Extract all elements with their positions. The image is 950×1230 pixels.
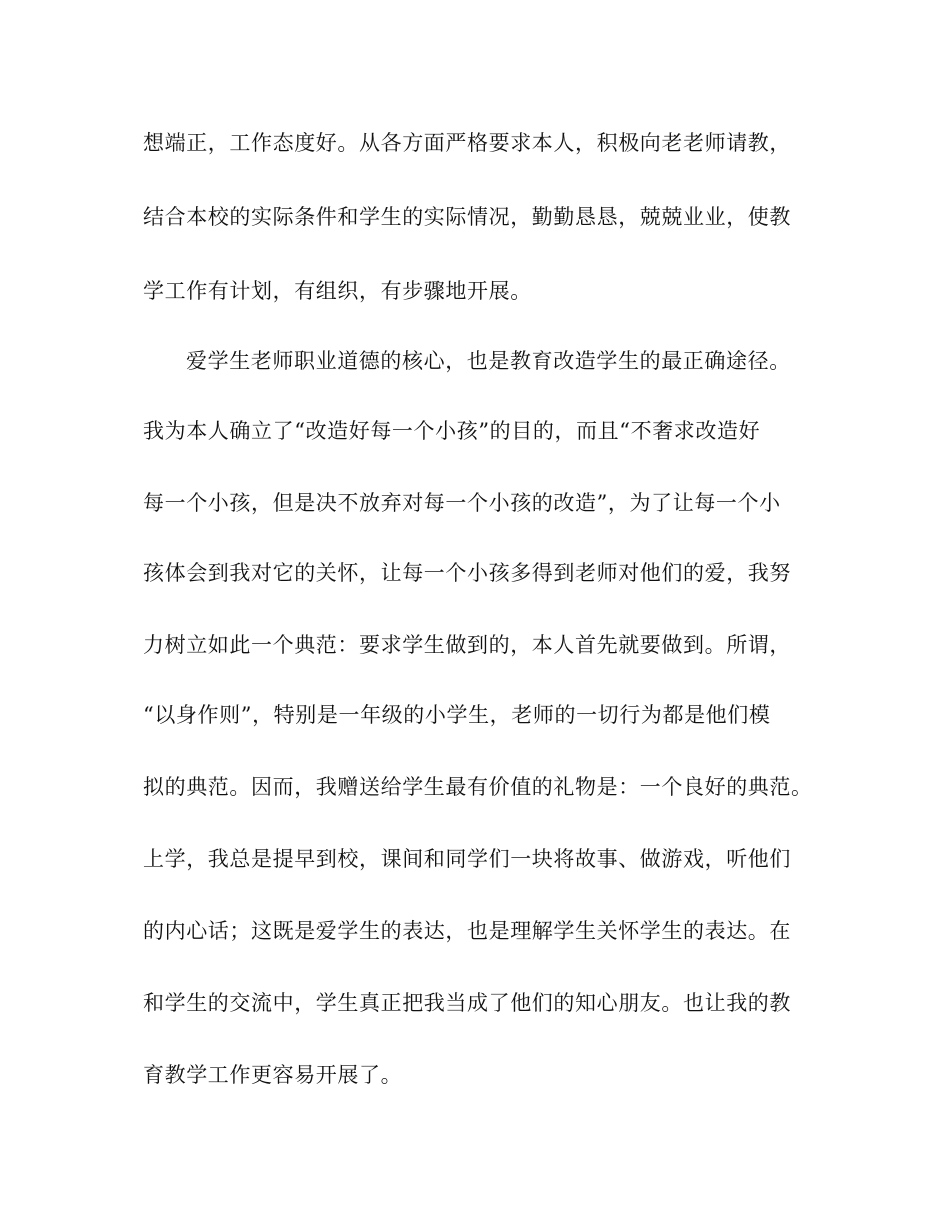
text-line: “以身作则”，特别是一年级的小学生，老师的一切行为都是他们模: [143, 703, 771, 727]
text-line: 孩体会到我对它的关怀，让每一个小孩多得到老师对他们的爱，我努: [143, 561, 791, 585]
text-line: 学工作有计划，有组织，有步骤地开展。: [143, 279, 532, 303]
text-line: 和学生的交流中，学生真正把我当成了他们的知心朋友。也让我的教: [143, 991, 791, 1015]
text-line: 我为本人确立了“改造好每一个小孩”的目的，而且“不奢求改造好: [143, 419, 761, 443]
text-line: 想端正，工作态度好。从各方面严格要求本人，积极向老老师请教，: [143, 131, 791, 155]
text-line: 的内心话；这既是爱学生的表达，也是理解学生关怀学生的表达。在: [143, 919, 791, 943]
text-line: 力树立如此一个典范：要求学生做到的，本人首先就要做到。所谓，: [143, 633, 791, 657]
text-line: 上学，我总是提早到校，课间和同学们一块将故事、做游戏，听他们: [143, 847, 791, 871]
paragraph-first-line: 爱学生老师职业道德的核心，也是教育改造学生的最正确途径。: [186, 349, 791, 373]
text-line: 育教学工作更容易开展了。: [143, 1063, 403, 1087]
text-line: 每一个小孩，但是决不放弃对每一个小孩的改造”，为了让每一个小: [143, 491, 781, 515]
text-line: 拟的典范。因而，我赠送给学生最有价值的礼物是：一个良好的典范。: [143, 775, 813, 799]
text-line: 结合本校的实际条件和学生的实际情况，勤勤恳恳，兢兢业业，使教: [143, 205, 791, 229]
